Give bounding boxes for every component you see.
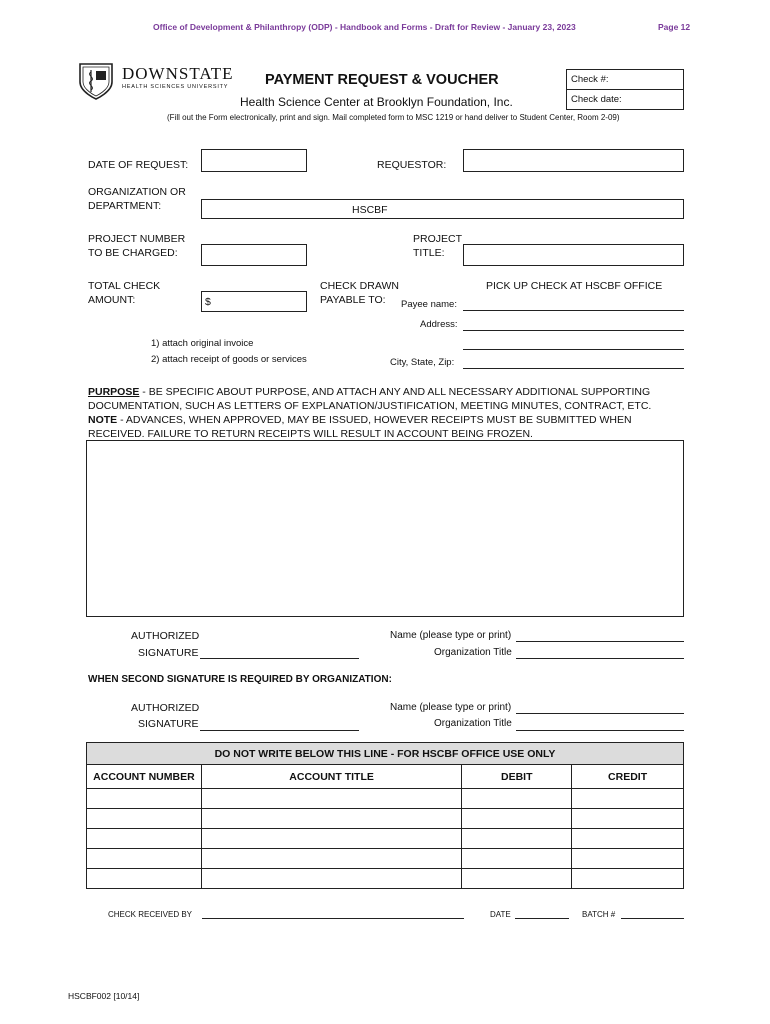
check-received-line[interactable] xyxy=(202,918,464,919)
form-title: PAYMENT REQUEST & VOUCHER xyxy=(265,72,499,88)
table-row xyxy=(87,869,684,889)
total-check-amount-field[interactable] xyxy=(201,291,307,312)
table-cell[interactable] xyxy=(87,789,202,809)
date-line[interactable] xyxy=(515,918,569,919)
requestor-label: REQUESTOR: xyxy=(377,159,447,171)
total-check-label-line2: AMOUNT: xyxy=(88,294,136,306)
second-signature-heading: WHEN SECOND SIGNATURE IS REQUIRED BY ORGANIZATION: xyxy=(88,674,392,685)
address-label: Address: xyxy=(420,319,458,330)
payee-name-line[interactable] xyxy=(463,310,684,311)
signature-line-1[interactable] xyxy=(200,658,359,659)
table-cell[interactable] xyxy=(572,809,684,829)
project-title-label-line2: TITLE: xyxy=(413,247,445,259)
org-title-label-2: Organization Title xyxy=(434,718,512,729)
org-label-line2: DEPARTMENT: xyxy=(88,200,162,212)
purpose-line2: DOCUMENTATION, SUCH AS LETTERS OF EXPLANATION/JUSTIFICATION, MEETING MINUTES, CONTRACT, ETC. xyxy=(88,400,652,412)
dollar-sign: $ xyxy=(205,296,211,308)
purpose-line4: RECEIVED. FAILURE TO RETURN RECEIPTS WILL RESULT IN ACCOUNT BEING FROZEN. xyxy=(88,428,533,440)
note-label: NOTE xyxy=(88,414,118,426)
payee-name-label: Payee name: xyxy=(401,299,457,310)
purpose-line1 xyxy=(88,385,650,399)
table-cell[interactable] xyxy=(201,809,462,829)
shield-icon xyxy=(78,62,114,100)
purpose-textarea[interactable] xyxy=(86,440,684,617)
table-cell[interactable] xyxy=(572,789,684,809)
project-title-field[interactable] xyxy=(463,244,684,266)
logo-name: DOWNSTATE xyxy=(122,64,234,83)
purpose-text1: - BE SPECIFIC ABOUT PURPOSE, AND ATTACH ANY AND ALL NECESSARY ADDITIONAL SUPPORTING xyxy=(139,386,651,398)
draft-note: Office of Development & Philanthropy (ODP) - Handbook and Forms - Draft for Review - January 23, 2023 xyxy=(153,22,576,32)
batch-line[interactable] xyxy=(621,918,684,919)
attach-receipt-note: 2) attach receipt of goods or services xyxy=(151,354,307,365)
project-number-label-line1: PROJECT NUMBER xyxy=(88,233,186,245)
table-row xyxy=(87,849,684,869)
org-label-line1: ORGANIZATION OR xyxy=(88,186,186,198)
name-line-1[interactable] xyxy=(516,641,684,642)
downstate-logo xyxy=(78,62,238,100)
check-drawn-label-line2: PAYABLE TO: xyxy=(320,294,386,306)
column-header: ACCOUNT TITLE xyxy=(201,765,462,789)
project-number-field[interactable] xyxy=(201,244,307,266)
page-number: Page 12 xyxy=(658,22,691,32)
name-label-2: Name (please type or print) xyxy=(390,702,512,713)
date-of-request-label: DATE OF REQUEST: xyxy=(88,159,189,171)
signature-label-1: SIGNATURE xyxy=(138,647,199,659)
address-line-2[interactable] xyxy=(463,349,684,350)
date-of-request-field[interactable] xyxy=(201,149,307,172)
check-drawn-label-line1: CHECK DRAWN xyxy=(320,280,399,292)
pickup-check-option: PICK UP CHECK AT HSCBF OFFICE xyxy=(486,280,663,292)
table-cell[interactable] xyxy=(87,829,202,849)
purpose-label: PURPOSE xyxy=(88,386,140,398)
address-line[interactable] xyxy=(463,330,684,331)
table-cell[interactable] xyxy=(201,789,462,809)
form-code: HSCBF002 [10/14] xyxy=(68,991,140,1001)
org-title-line-2[interactable] xyxy=(516,730,684,731)
table-row xyxy=(87,809,684,829)
signature-line-2[interactable] xyxy=(200,730,359,731)
organization-value: HSCBF xyxy=(352,204,388,216)
office-use-banner: DO NOT WRITE BELOW THIS LINE - FOR HSCBF OFFICE USE ONLY xyxy=(87,743,684,765)
table-cell[interactable] xyxy=(572,869,684,889)
table-cell[interactable] xyxy=(87,809,202,829)
batch-label: BATCH # xyxy=(582,910,616,919)
date-label: DATE xyxy=(490,910,511,919)
signature-label-2: SIGNATURE xyxy=(138,718,199,730)
table-cell[interactable] xyxy=(87,869,202,889)
table-row xyxy=(87,829,684,849)
check-date-label: Check date: xyxy=(571,94,622,105)
check-number-label: Check #: xyxy=(571,74,609,85)
org-title-label-1: Organization Title xyxy=(434,647,512,658)
city-state-zip-line[interactable] xyxy=(463,368,684,369)
name-label-1: Name (please type or print) xyxy=(390,630,512,641)
table-cell[interactable] xyxy=(462,809,572,829)
table-cell[interactable] xyxy=(201,829,462,849)
column-header: ACCOUNT NUMBER xyxy=(87,765,202,789)
requestor-field[interactable] xyxy=(463,149,684,172)
logo-subtitle: HEALTH SCIENCES UNIVERSITY xyxy=(122,84,229,90)
org-name: Health Science Center at Brooklyn Foundation, Inc. xyxy=(240,95,513,109)
check-received-label: CHECK RECEIVED BY xyxy=(108,910,193,919)
table-cell[interactable] xyxy=(87,849,202,869)
table-cell[interactable] xyxy=(462,789,572,809)
total-check-label-line1: TOTAL CHECK xyxy=(88,280,161,292)
table-cell[interactable] xyxy=(572,849,684,869)
table-cell[interactable] xyxy=(462,829,572,849)
column-header: DEBIT xyxy=(462,765,572,789)
office-use-table xyxy=(86,742,684,889)
authorized-label-1: AUTHORIZED xyxy=(131,630,200,642)
table-cell[interactable] xyxy=(201,849,462,869)
project-number-label-line2: TO BE CHARGED: xyxy=(88,247,178,259)
table-cell[interactable] xyxy=(462,849,572,869)
purpose-text3: - ADVANCES, WHEN APPROVED, MAY BE ISSUED, HOWEVER RECEIPTS MUST BE SUBMITTED WHEN xyxy=(117,414,632,426)
column-header: CREDIT xyxy=(572,765,684,789)
name-line-2[interactable] xyxy=(516,713,684,714)
instructions: (Fill out the Form electronically, print and sign. Mail completed form to MSC 1219 or hand deliver to Student Center, Room 2-09) xyxy=(167,113,620,122)
table-cell[interactable] xyxy=(572,829,684,849)
check-info-box xyxy=(566,69,684,110)
attach-invoice-note: 1) attach original invoice xyxy=(151,338,254,349)
project-title-label-line1: PROJECT xyxy=(413,233,463,245)
table-cell[interactable] xyxy=(201,869,462,889)
table-cell[interactable] xyxy=(462,869,572,889)
purpose-line3 xyxy=(88,413,632,427)
city-state-zip-label: City, State, Zip: xyxy=(390,357,455,368)
table-row xyxy=(87,789,684,809)
authorized-label-2: AUTHORIZED xyxy=(131,702,200,714)
organization-field[interactable] xyxy=(201,199,684,219)
org-title-line-1[interactable] xyxy=(516,658,684,659)
